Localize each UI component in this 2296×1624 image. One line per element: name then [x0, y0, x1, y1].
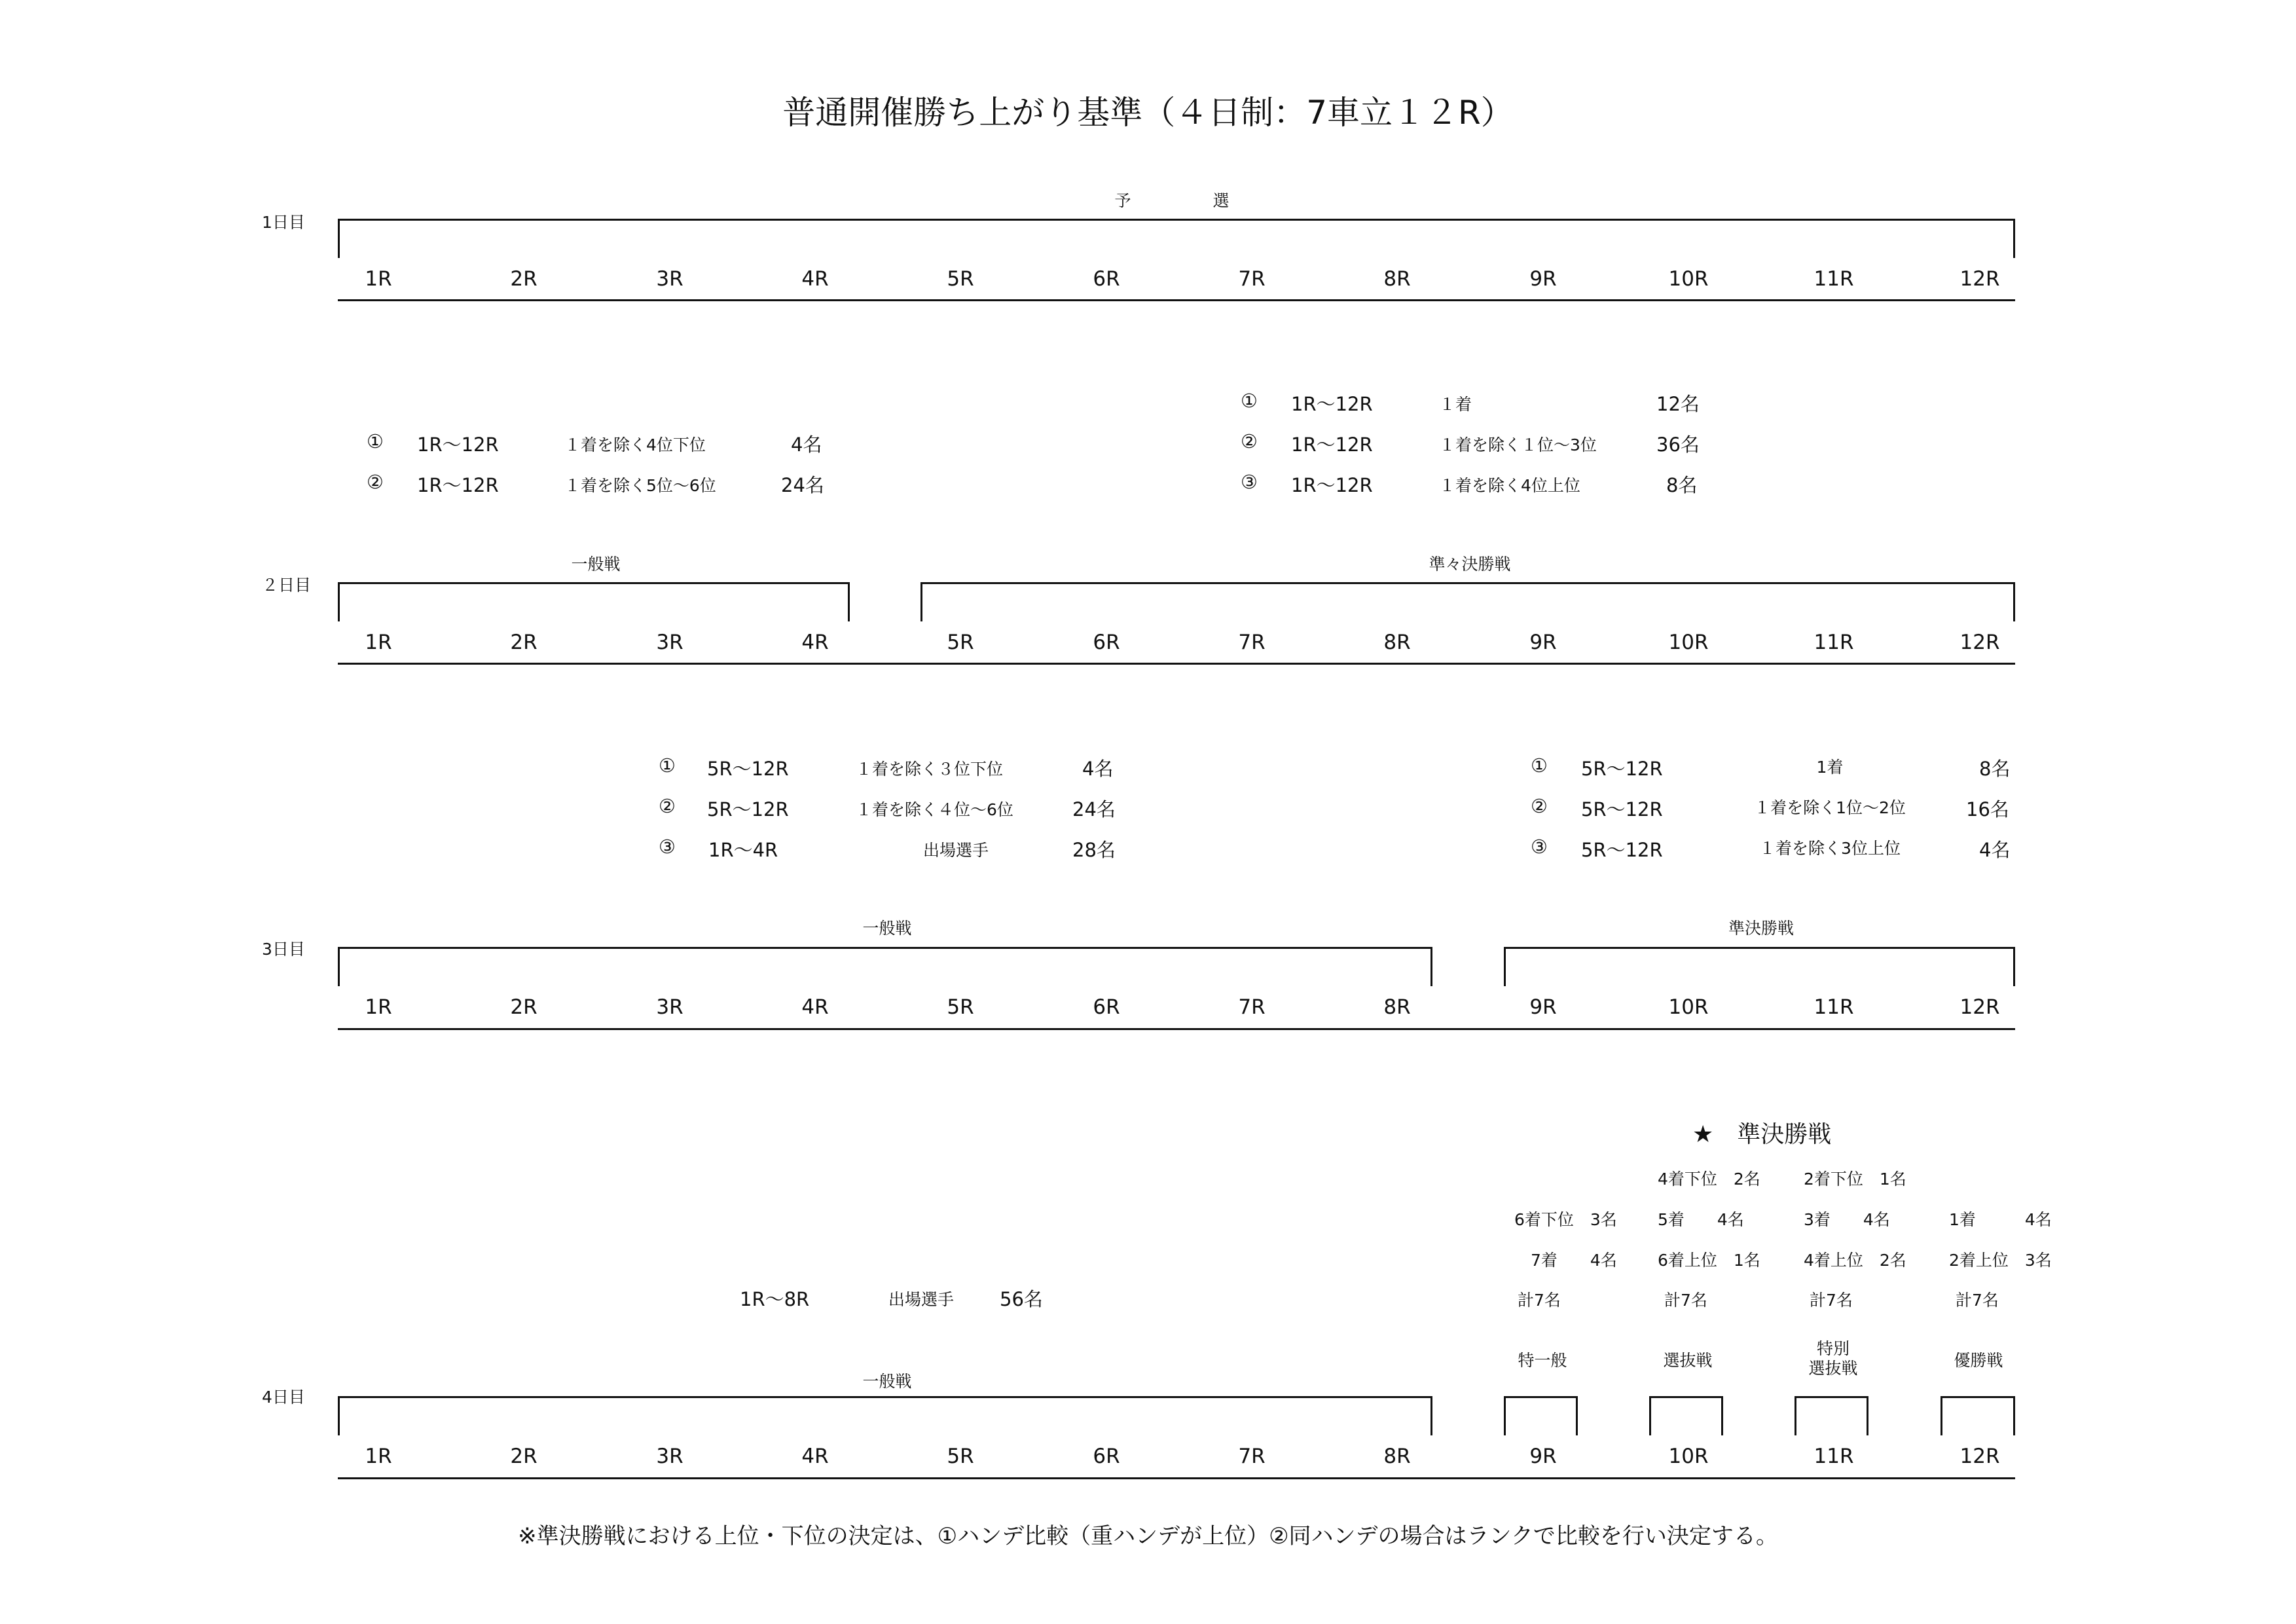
- day2-race-1r: 1R: [365, 631, 392, 654]
- d2-right-2-range: 1R～12R: [1291, 434, 1373, 456]
- day4-bracket-12r-r: [2013, 1396, 2015, 1435]
- d3-right-1-cond: 1着: [1816, 758, 1844, 777]
- day2-left-label: 一般戦: [571, 555, 621, 574]
- d3-left-1-range: 5R～12R: [707, 758, 789, 780]
- d4-col10-total: 計7名: [1664, 1291, 1707, 1310]
- d3-left-1-num: ①: [659, 754, 676, 777]
- day4-race-1r: 1R: [365, 1445, 392, 1468]
- d2-right-1-range: 1R～12R: [1291, 393, 1373, 415]
- d2-left-1-count: 4名: [791, 434, 822, 456]
- day2-race-6r: 6R: [1093, 631, 1120, 654]
- d3-right-3-cond: １着を除く3位上位: [1759, 839, 1901, 858]
- d2-right-1-cond: １着: [1439, 395, 1472, 414]
- day1-race-5r: 5R: [947, 267, 974, 291]
- day2-right-bracket-l: [920, 582, 922, 621]
- day2-left-bracket-l: [338, 582, 340, 621]
- day1-race-7r: 7R: [1238, 267, 1266, 291]
- day2-race-2r: 2R: [510, 631, 538, 654]
- d4-col10-row3: 6着上位 1名: [1658, 1251, 1760, 1270]
- d3-left-3-count: 28名: [1072, 839, 1116, 861]
- d3-right-2-num: ②: [1531, 795, 1548, 817]
- d4-col12-race: 優勝戦: [1954, 1351, 2003, 1370]
- day4-race-5r: 5R: [947, 1445, 974, 1468]
- day4-race-6r: 6R: [1093, 1445, 1120, 1468]
- day4-bracket-10r-r: [1721, 1396, 1723, 1435]
- day3-race-7r: 7R: [1238, 995, 1266, 1019]
- d4-col10-row1: 4着下位 2名: [1658, 1170, 1760, 1189]
- day3-race-9r: 9R: [1529, 995, 1557, 1019]
- day4-race-7r: 7R: [1238, 1445, 1266, 1468]
- semifinal-heading: ★ 準決勝戦: [1692, 1121, 1832, 1148]
- d2-right-2-num: ②: [1241, 430, 1258, 452]
- d4-col12-row2: 2着上位 3名: [1949, 1251, 2052, 1270]
- day4-bracket-10r-top: [1649, 1396, 1723, 1398]
- day2-right-label: 準々決勝戦: [1429, 555, 1511, 574]
- d2-left-1-cond: １着を除く4位下位: [564, 435, 706, 454]
- d2-right-2-cond: １着を除く１位～3位: [1439, 435, 1597, 454]
- day4-race-8r: 8R: [1383, 1445, 1411, 1468]
- day3-right-bracket-r: [2013, 947, 2015, 986]
- d3-left-2-num: ②: [659, 795, 676, 817]
- day4-race-10r: 10R: [1668, 1445, 1709, 1468]
- day3-left-bracket-l: [338, 947, 340, 986]
- d3-left-3-cond: 出場選手: [923, 841, 989, 860]
- d3-right-3-num: ③: [1531, 836, 1548, 858]
- d4-col12-row1: 1着 4名: [1949, 1210, 2052, 1229]
- d4-col11-row2: 3着 4名: [1804, 1210, 1890, 1229]
- day2-label: ２日目: [262, 576, 312, 595]
- d4-col9-total: 計7名: [1518, 1291, 1561, 1310]
- day4-race-2r: 2R: [510, 1445, 538, 1468]
- day4-bracket-10r-l: [1649, 1396, 1651, 1435]
- day2-right-bracket-r: [2013, 582, 2015, 621]
- day3-left-label: 一般戦: [862, 919, 912, 938]
- day4-bracket-11r-top: [1795, 1396, 1868, 1398]
- d3-right-1-num: ①: [1531, 754, 1548, 777]
- day2-race-8r: 8R: [1383, 631, 1411, 654]
- day2-baseline: [338, 663, 2015, 665]
- day1-bracket-left: [338, 219, 340, 258]
- day1-bracket-right: [2013, 219, 2015, 258]
- d3-left-3-num: ③: [659, 836, 676, 858]
- d4-col11-row3: 4着上位 2名: [1804, 1251, 1906, 1270]
- day2-race-7r: 7R: [1238, 631, 1266, 654]
- d3-right-3-range: 5R～12R: [1581, 839, 1663, 861]
- d3-left-3-range: 1R～4R: [708, 839, 778, 861]
- day4-bracket-11r-r: [1867, 1396, 1868, 1435]
- day4-race-3r: 3R: [656, 1445, 683, 1468]
- d4-general-cond: 出場選手: [888, 1290, 955, 1309]
- day4-bracket-9r-l: [1504, 1396, 1506, 1435]
- day3-race-6r: 6R: [1093, 995, 1120, 1019]
- d2-left-1-num: ①: [367, 430, 384, 452]
- day2-race-3r: 3R: [656, 631, 683, 654]
- d3-right-3-count: 4名: [1979, 839, 2011, 861]
- day3-label: 3日目: [262, 940, 305, 959]
- day3-left-bracket-r: [1430, 947, 1432, 986]
- d2-right-1-num: ①: [1241, 390, 1258, 412]
- day4-bracket-9r-top: [1504, 1396, 1578, 1398]
- d2-right-3-num: ③: [1241, 471, 1258, 493]
- day1-race-6r: 6R: [1093, 267, 1120, 291]
- d3-left-1-count: 4名: [1082, 758, 1114, 780]
- day3-right-label: 準決勝戦: [1728, 919, 1794, 938]
- day3-race-8r: 8R: [1383, 995, 1411, 1019]
- d4-col11-row1: 2着下位 1名: [1804, 1170, 1906, 1189]
- day3-race-2r: 2R: [510, 995, 538, 1019]
- d2-right-3-count: 8名: [1666, 474, 1698, 496]
- day4-left-label: 一般戦: [862, 1372, 912, 1391]
- day4-race-11r: 11R: [1813, 1445, 1854, 1468]
- d4-col9-row1: 6着下位 3名: [1514, 1210, 1617, 1229]
- day4-bracket-9r-r: [1576, 1396, 1578, 1435]
- day2-right-bracket-top: [920, 582, 2015, 584]
- day1-race-12r: 12R: [1959, 267, 2000, 291]
- day1-race-2r: 2R: [510, 267, 538, 291]
- d2-right-3-range: 1R～12R: [1291, 474, 1373, 496]
- d2-left-2-count: 24名: [781, 474, 824, 496]
- day1-race-1r: 1R: [365, 267, 392, 291]
- footnote: ※準決勝戦における上位・下位の決定は、①ハンデ比較（重ハンデが上位）②同ハンデの場合はランクで比較を行い決定する。: [518, 1523, 1778, 1549]
- d4-col10-row2: 5着 4名: [1658, 1210, 1744, 1229]
- day1-race-8r: 8R: [1383, 267, 1411, 291]
- d2-left-2-num: ②: [367, 471, 384, 493]
- day2-race-5r: 5R: [947, 631, 974, 654]
- d4-general-count: 56名: [1000, 1288, 1043, 1310]
- d3-left-2-range: 5R～12R: [707, 798, 789, 821]
- day2-race-10r: 10R: [1668, 631, 1709, 654]
- day4-left-bracket-top: [338, 1396, 1432, 1398]
- day1-baseline: [338, 299, 2015, 301]
- d3-right-1-count: 8名: [1979, 758, 2011, 780]
- day3-race-4r: 4R: [801, 995, 829, 1019]
- day4-baseline: [338, 1477, 2015, 1479]
- day1-bracket-top: [338, 219, 2015, 221]
- day2-race-11r: 11R: [1813, 631, 1854, 654]
- day4-race-9r: 9R: [1529, 1445, 1557, 1468]
- d4-col9-row2: 7着 4名: [1531, 1251, 1617, 1270]
- day1-race-4r: 4R: [801, 267, 829, 291]
- day1-race-10r: 10R: [1668, 267, 1709, 291]
- day4-bracket-12r-l: [1941, 1396, 1942, 1435]
- d2-left-2-range: 1R～12R: [417, 474, 499, 496]
- day3-race-3r: 3R: [656, 995, 683, 1019]
- d2-left-2-cond: １着を除く5位～6位: [564, 476, 716, 495]
- day2-race-4r: 4R: [801, 631, 829, 654]
- d3-right-2-range: 5R～12R: [1581, 798, 1663, 821]
- d2-left-1-range: 1R～12R: [417, 434, 499, 456]
- d3-left-1-cond: １着を除く３位下位: [856, 760, 1004, 779]
- day3-baseline: [338, 1028, 2015, 1030]
- day3-race-11r: 11R: [1813, 995, 1854, 1019]
- d4-col9-race: 特一般: [1518, 1351, 1567, 1370]
- day4-race-4r: 4R: [801, 1445, 829, 1468]
- d2-right-1-count: 12名: [1656, 393, 1700, 415]
- day2-left-bracket-r: [848, 582, 850, 621]
- day2-race-12r: 12R: [1959, 631, 2000, 654]
- day3-race-1r: 1R: [365, 995, 392, 1019]
- d2-right-3-cond: １着を除く4位上位: [1439, 476, 1580, 495]
- d2-right-2-count: 36名: [1656, 434, 1700, 456]
- day1-race-11r: 11R: [1813, 267, 1854, 291]
- d3-left-2-count: 24名: [1072, 798, 1116, 821]
- day1-race-9r: 9R: [1529, 267, 1557, 291]
- day3-left-bracket-top: [338, 947, 1432, 949]
- day3-race-5r: 5R: [947, 995, 974, 1019]
- d3-right-2-count: 16名: [1966, 798, 2009, 821]
- d4-col11-total: 計7名: [1810, 1291, 1853, 1310]
- day3-race-12r: 12R: [1959, 995, 2000, 1019]
- day4-race-12r: 12R: [1959, 1445, 2000, 1468]
- day1-label: 1日目: [262, 213, 305, 232]
- day4-bracket-12r-top: [1941, 1396, 2014, 1398]
- d3-left-2-cond: １着を除く４位～6位: [856, 800, 1013, 819]
- day4-label: 4日目: [262, 1388, 305, 1407]
- day1-bracket-label: 予 選: [1114, 191, 1230, 210]
- d3-right-2-cond: １着を除く1位～2位: [1754, 798, 1906, 817]
- d4-general-range: 1R～8R: [740, 1288, 810, 1310]
- day2-left-bracket-top: [338, 582, 850, 584]
- d4-col10-race: 選抜戦: [1663, 1351, 1713, 1370]
- page-title: 普通開催勝ち上がり基準（４日制：7車立１２R）: [782, 94, 1514, 132]
- day1-race-3r: 3R: [656, 267, 683, 291]
- d4-col11-race-line2: 選抜戦: [1808, 1359, 1858, 1378]
- day4-left-bracket-l: [338, 1396, 340, 1435]
- day4-left-bracket-r: [1430, 1396, 1432, 1435]
- d4-col11-race-line1: 特別: [1816, 1339, 1850, 1358]
- day3-race-10r: 10R: [1668, 995, 1709, 1019]
- d4-col12-total: 計7名: [1956, 1291, 1999, 1310]
- day3-right-bracket-l: [1504, 947, 1506, 986]
- day4-bracket-11r-l: [1795, 1396, 1796, 1435]
- d3-right-1-range: 5R～12R: [1581, 758, 1663, 780]
- day3-right-bracket-top: [1504, 947, 2015, 949]
- day2-race-9r: 9R: [1529, 631, 1557, 654]
